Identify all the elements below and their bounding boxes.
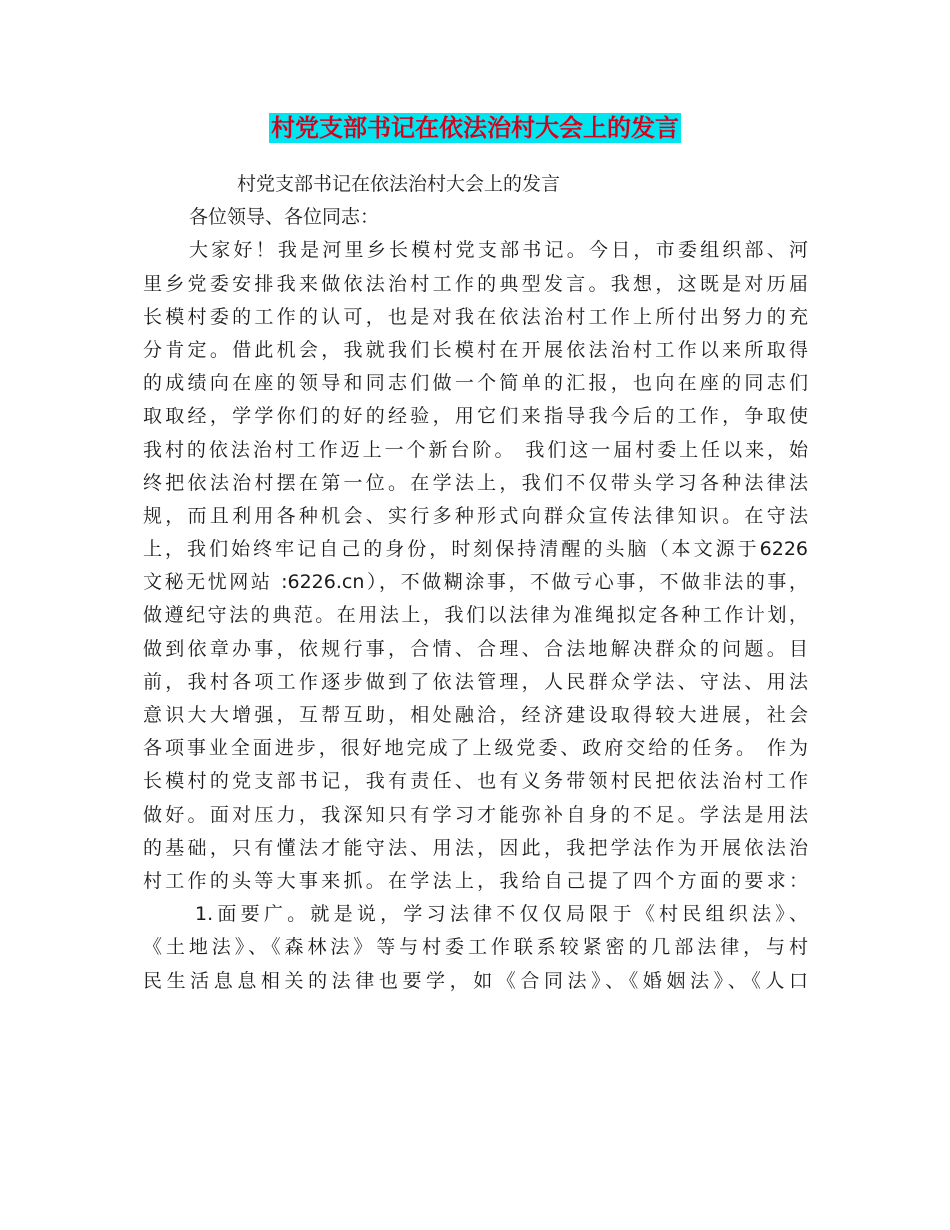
body-line: 我村的依法治村工作迈上一个新台阶。 我们这一届村委上任以来，始: [143, 438, 808, 461]
body-line: 文秘无忧网站 :6226.cn），不做糊涂事，不做亏心事，不做非法的事，: [143, 571, 808, 594]
document-body: [143, 168, 808, 998]
document-title: 村党支部书记在依法治村大会上的发言: [271, 113, 679, 142]
list-item-line: 1.面要广。就是说，学习法律不仅仅局限于《村民组织法》、: [195, 903, 808, 926]
body-line: 长模村的党支部书记，我有责任、也有义务带领村民把依法治村工作: [143, 770, 808, 793]
body-line: 做好。面对压力，我深知只有学习才能弥补自身的不足。学法是用法: [143, 803, 808, 826]
body-line: 做到依章办事，依规行事，合情、合理、合法地解决群众的问题。目: [143, 637, 808, 660]
subtitle-line: 村党支部书记在依法治村大会上的发言: [237, 173, 561, 195]
title-wrapper: [0, 113, 950, 143]
body-line: 大家好！我是河里乡长模村党支部书记。今日，市委组织部、河: [189, 239, 808, 262]
body-line: 长模村委的工作的认可，也是对我在依法治村工作上所付出努力的充: [143, 305, 808, 328]
body-line: 上，我们始终牢记自己的身份，时刻保持清醒的头脑（本文源于6226: [143, 538, 808, 561]
body-line: 民生活息息相关的法律也要学，如《合同法》、《婚姻法》、《人口: [143, 969, 808, 992]
body-line: 的基础，只有懂法才能守法、用法，因此，我把学法作为开展依法治: [143, 836, 808, 859]
body-line: 前，我村各项工作逐步做到了依法管理，人民群众学法、守法、用法: [143, 670, 808, 693]
body-line: 村工作的头等大事来抓。在学法上，我给自己提了四个方面的要求：: [143, 869, 808, 892]
body-line: 终把依法治村摆在第一位。在学法上，我们不仅带头学习各种法律法: [143, 471, 808, 494]
body-line: 《土地法》、《森林法》等与村委工作联系较紧密的几部法律，与村: [143, 936, 808, 959]
body-line: 规，而且利用各种机会、实行多种形式向群众宣传法律知识。在守法: [143, 504, 808, 527]
body-line: 分肯定。借此机会，我就我们长模村在开展依法治村工作以来所取得: [143, 338, 808, 361]
body-line: 各项事业全面进步，很好地完成了上级党委、政府交给的任务。 作为: [143, 737, 808, 760]
body-line: 的成绩向在座的领导和同志们做一个简单的汇报，也向在座的同志们: [143, 372, 808, 395]
salutation-line: 各位领导、各位同志：: [189, 206, 380, 229]
body-line: 做遵纪守法的典范。在用法上，我们以法律为准绳拟定各种工作计划，: [143, 604, 808, 627]
body-line: 里乡党委安排我来做依法治村工作的典型发言。我想，这既是对历届: [143, 272, 808, 295]
body-line: 意识大大增强，互帮互助，相处融洽，经济建设取得较大进展，社会: [143, 704, 808, 726]
body-line: 取取经，学学你们的好的经验，用它们来指导我今后的工作，争取使: [143, 405, 808, 428]
